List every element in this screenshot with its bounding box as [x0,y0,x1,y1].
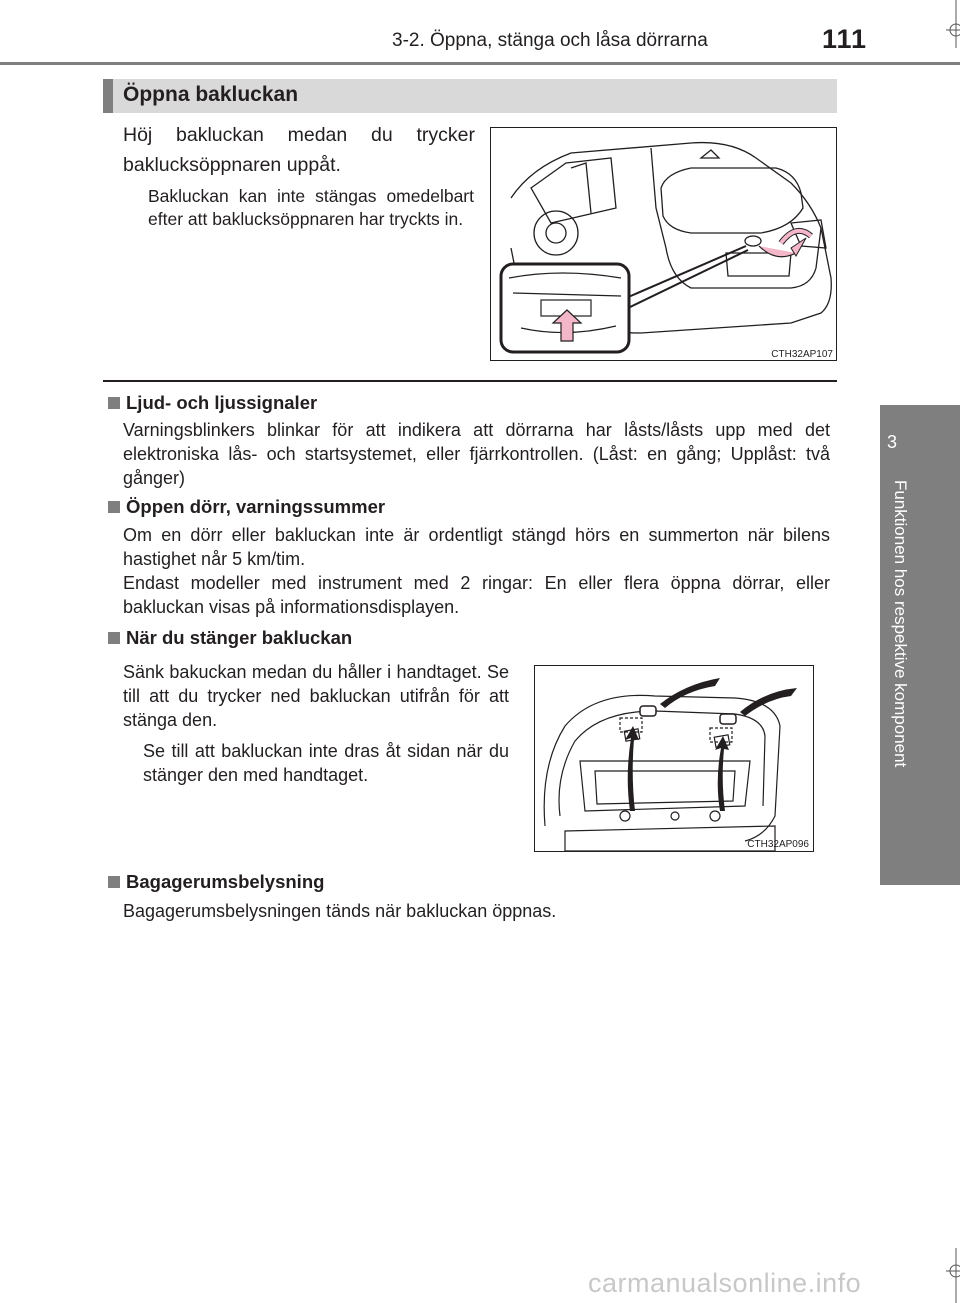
crop-mark-bottom-right [940,1248,960,1303]
item-heading-text: Bagagerumsbelysning [126,871,325,892]
bullet-square-icon [108,632,120,644]
side-tab-label: Funktionen hos respektive komponent [891,480,910,768]
chapter-title: 3-2. Öppna, stänga och låsa dörrarna [392,30,708,51]
item-heading-buzzer [108,496,385,518]
figure-code: CTH32AP096 [747,839,809,850]
side-tab-label-wrap [880,480,920,840]
item-heading-signals [108,392,317,414]
bullet-square-icon [108,501,120,513]
item-text-luggage-light: Bagagerumsbelysningen tänds när bakluckan öppnas. [123,901,557,921]
page-number: 111 [822,24,868,54]
item-text-signals: Varningsblinkers blinkar för att indikera att dörrarna har låsts/låsts upp med det elektroniska lås- och startsystemet, eller fjärrkontrollen. (Låst: en gång; Upplåst: två gånger) [123,420,830,488]
crop-mark-top-right [940,0,960,50]
car-rear-illustration [491,128,837,361]
bullet-square-icon [108,876,120,888]
item-heading-luggage-light [108,871,324,893]
item-text-buzzer [123,523,830,619]
item-heading-text: Ljud- och ljussignaler [126,392,318,413]
section-title-accent [103,79,113,113]
back-door-inner-illustration [535,666,814,852]
section-main-text: Höj bakluckan medan du trycker baklucksöppnaren uppåt. [123,124,475,176]
section-note-text: Bakluckan kan inte stängas omedelbart efter att baklucksöppnaren har tryckts in. [148,186,474,229]
section-divider [103,380,837,382]
item-heading-closing [108,627,352,649]
figure-back-door-handles [534,665,814,852]
item-paragraph: Om en dörr eller bakluckan inte är ordentligt stängd hörs en summerton när bilens hastighet når 5 km/tim. [123,525,830,569]
side-tab-number: 3 [886,432,897,452]
figure-code: CTH32AP107 [771,349,833,360]
item-text-closing: Sänk bakuckan medan du håller i handtaget. Se till att du trycker ned bakluckan utifrån för att stänga den. [123,662,509,730]
item-paragraph: Endast modeller med instrument med 2 ringar: En eller flera öppna dörrar, eller bakluckan visas på informationsdisplayen. [123,573,830,617]
watermark: carmanualsonline.info [588,1268,862,1298]
bullet-square-icon [108,397,120,409]
item-note-closing: Se till att bakluckan inte dras åt sidan när du stänger den med handtaget. [143,741,509,785]
item-heading-text: Öppen dörr, varningssummer [126,496,386,517]
header-rule [0,62,960,65]
figure-back-door-opener [490,127,837,361]
section-title: Öppna bakluckan [123,83,299,106]
item-heading-text: När du stänger bakluckan [126,627,353,648]
